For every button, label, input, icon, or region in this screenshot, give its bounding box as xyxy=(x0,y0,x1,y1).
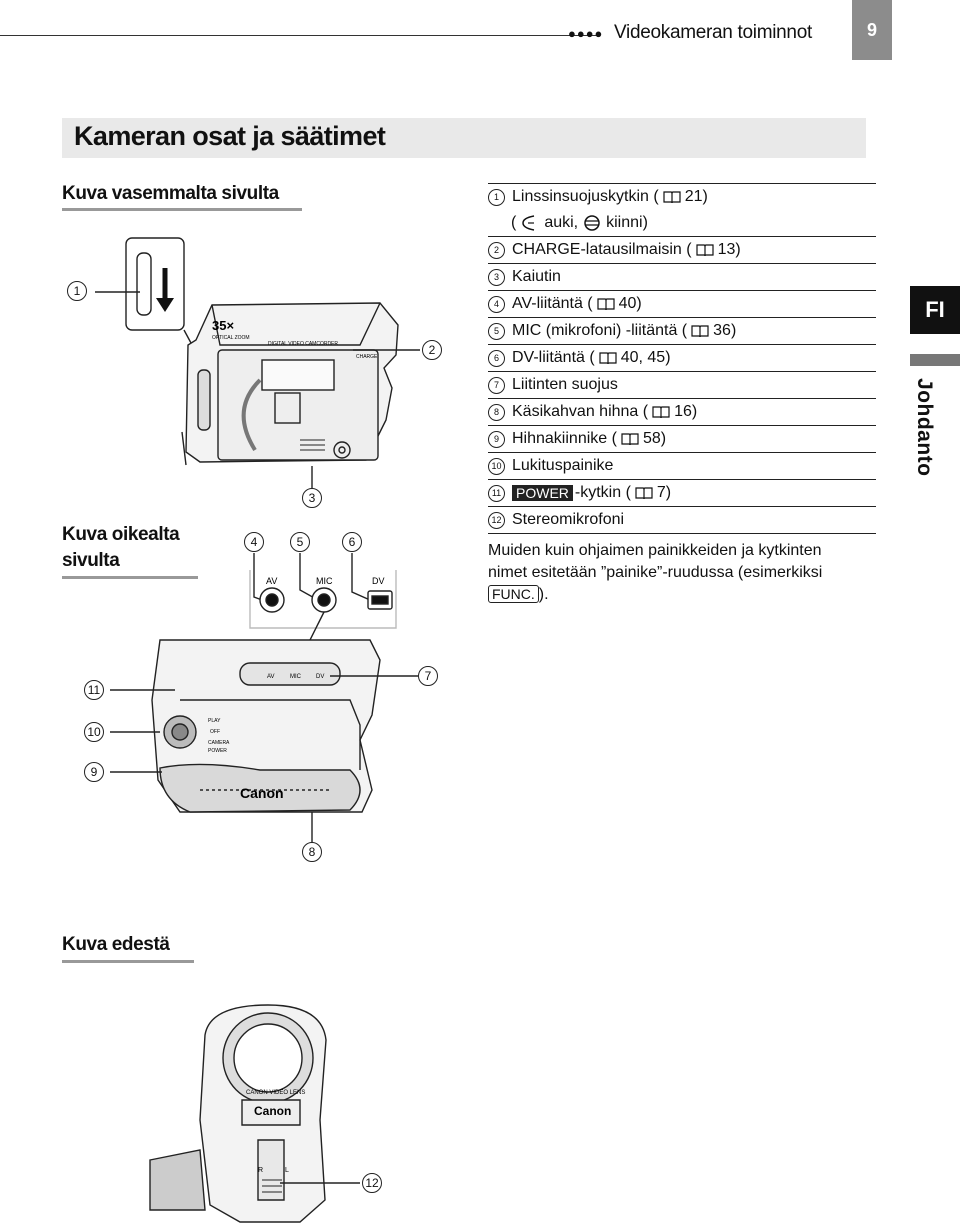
callout-7: 7 xyxy=(418,666,438,686)
item-ref: 40) xyxy=(618,295,642,312)
mode-off-label: OFF xyxy=(210,729,220,735)
callout-8: 8 xyxy=(302,842,322,862)
list-item xyxy=(488,236,876,263)
parts-list xyxy=(488,183,876,534)
note-line: nimet esitetään ”painike”-ruudussa (esimerkiksi xyxy=(488,564,823,581)
book-icon xyxy=(621,433,639,446)
book-icon xyxy=(635,487,653,500)
header-title: Videokameran toiminnot xyxy=(614,22,812,43)
item-number: 11 xyxy=(488,485,505,502)
optical-zoom-label: OPTICAL ZOOM xyxy=(212,335,250,341)
model-label: DIGITAL VIDEO CAMCORDER xyxy=(268,341,339,347)
charge-label: CHARGE xyxy=(356,354,378,360)
list-item xyxy=(488,452,876,479)
zoom-label: 35× xyxy=(212,318,235,333)
item-ref: 36) xyxy=(713,322,737,339)
callout-9: 9 xyxy=(84,762,104,782)
page-number: 9 xyxy=(852,0,892,60)
item-number: 10 xyxy=(488,458,505,475)
list-item xyxy=(488,183,876,210)
subheading-front: Kuva edestä xyxy=(62,934,170,955)
item-text: Linssinsuojuskytkin ( xyxy=(512,188,659,205)
callout-10: 10 xyxy=(84,722,104,742)
lens-cover-switch-inset xyxy=(126,238,184,330)
item-ref: 21) xyxy=(684,188,708,205)
list-item xyxy=(488,506,876,534)
header-bullets: ●●●● xyxy=(568,26,604,41)
subheading-left-side: Kuva vasemmalta sivulta xyxy=(62,183,279,204)
brand-logo-front: Canon xyxy=(254,1104,292,1118)
mic-r-label: R xyxy=(258,1167,264,1174)
subheading-right-line1: Kuva oikealta xyxy=(62,524,180,545)
subheading-right-line2: sivulta xyxy=(62,550,120,571)
list-item xyxy=(488,344,876,371)
item-ref: 58) xyxy=(642,430,667,447)
chapter-tab-marker xyxy=(910,354,960,366)
item-text: ( xyxy=(511,214,517,231)
chapter-label: Johdanto xyxy=(913,378,936,477)
callout-4: 4 xyxy=(244,532,264,552)
cover-dv-label: DV xyxy=(316,674,325,680)
mic-l-label: L xyxy=(285,1167,289,1174)
list-item xyxy=(488,398,876,425)
list-item xyxy=(488,479,876,506)
language-tab: FI xyxy=(910,286,960,334)
item-number: 8 xyxy=(488,404,505,421)
brand-logo-side: Canon xyxy=(240,785,284,801)
func-button-label: FUNC. xyxy=(488,585,539,603)
cover-mic-label: MIC xyxy=(290,674,301,680)
book-icon xyxy=(696,244,714,257)
book-icon xyxy=(691,325,709,338)
cover-av-label: AV xyxy=(267,674,275,680)
item-text-closed: kiinni) xyxy=(606,214,648,231)
callout-1: 1 xyxy=(67,281,87,301)
mode-camera-label: CAMERA xyxy=(208,740,230,746)
jack-av-label: AV xyxy=(266,576,278,586)
section-title: Kameran osat ja säätimet xyxy=(74,121,386,151)
book-icon xyxy=(597,298,615,311)
list-item xyxy=(488,371,876,398)
jack-mic-label: MIC xyxy=(316,576,333,586)
item-number: 1 xyxy=(488,189,505,206)
item-text: -kytkin ( xyxy=(574,484,631,501)
item-number: 4 xyxy=(488,296,505,313)
list-item xyxy=(488,290,876,317)
item-text: Stereomikrofoni xyxy=(512,511,625,528)
item-ref: 40, 45) xyxy=(620,349,671,366)
callout-11: 11 xyxy=(84,680,104,700)
item-number: 9 xyxy=(488,431,505,448)
item-text: MIC (mikrofoni) -liitäntä ( xyxy=(512,322,688,339)
book-icon xyxy=(652,406,670,419)
power-badge: POWER xyxy=(512,485,573,501)
item-number: 2 xyxy=(488,242,505,259)
item-ref: 7) xyxy=(656,484,672,501)
item-number: 6 xyxy=(488,350,505,367)
mode-play-label: PLAY xyxy=(208,718,221,724)
callout-12: 12 xyxy=(362,1173,382,1193)
list-item xyxy=(488,263,876,290)
callout-5: 5 xyxy=(290,532,310,552)
item-text: CHARGE-latausilmaisin ( xyxy=(512,241,692,258)
book-icon xyxy=(599,352,617,365)
callout-2: 2 xyxy=(422,340,442,360)
item-ref: 13) xyxy=(717,241,741,258)
item-text: Liitinten suojus xyxy=(512,376,618,393)
item-text: Käsikahvan hihna ( xyxy=(512,403,649,420)
item-text: AV-liitäntä ( xyxy=(512,295,593,312)
note-line xyxy=(488,584,878,606)
item-text: DV-liitäntä ( xyxy=(512,349,595,366)
callout-6: 6 xyxy=(342,532,362,552)
lens-open-icon xyxy=(520,214,540,232)
note-tail: ). xyxy=(538,586,549,603)
jack-dv-label: DV xyxy=(372,576,385,586)
callout-3: 3 xyxy=(302,488,322,508)
item-text-open: auki, xyxy=(544,214,579,231)
item-number: 3 xyxy=(488,269,505,286)
note-line: Muiden kuin ohjaimen painikkeiden ja kytkinten xyxy=(488,542,822,559)
note-paragraph xyxy=(488,540,878,606)
lens-label: CANON VIDEO LENS xyxy=(246,1090,306,1096)
list-item xyxy=(488,425,876,452)
list-item xyxy=(488,210,876,236)
item-number: 5 xyxy=(488,323,505,340)
item-text: Hihnakiinnike ( xyxy=(512,430,617,447)
list-item xyxy=(488,317,876,344)
lens-closed-icon xyxy=(582,214,602,232)
item-text: Kaiutin xyxy=(512,268,561,285)
item-text: Lukituspainike xyxy=(512,457,614,474)
book-icon xyxy=(663,191,681,204)
item-ref: 16) xyxy=(674,403,698,420)
item-number: 12 xyxy=(488,512,505,529)
mode-power-label: POWER xyxy=(208,748,227,754)
item-number: 7 xyxy=(488,377,505,394)
